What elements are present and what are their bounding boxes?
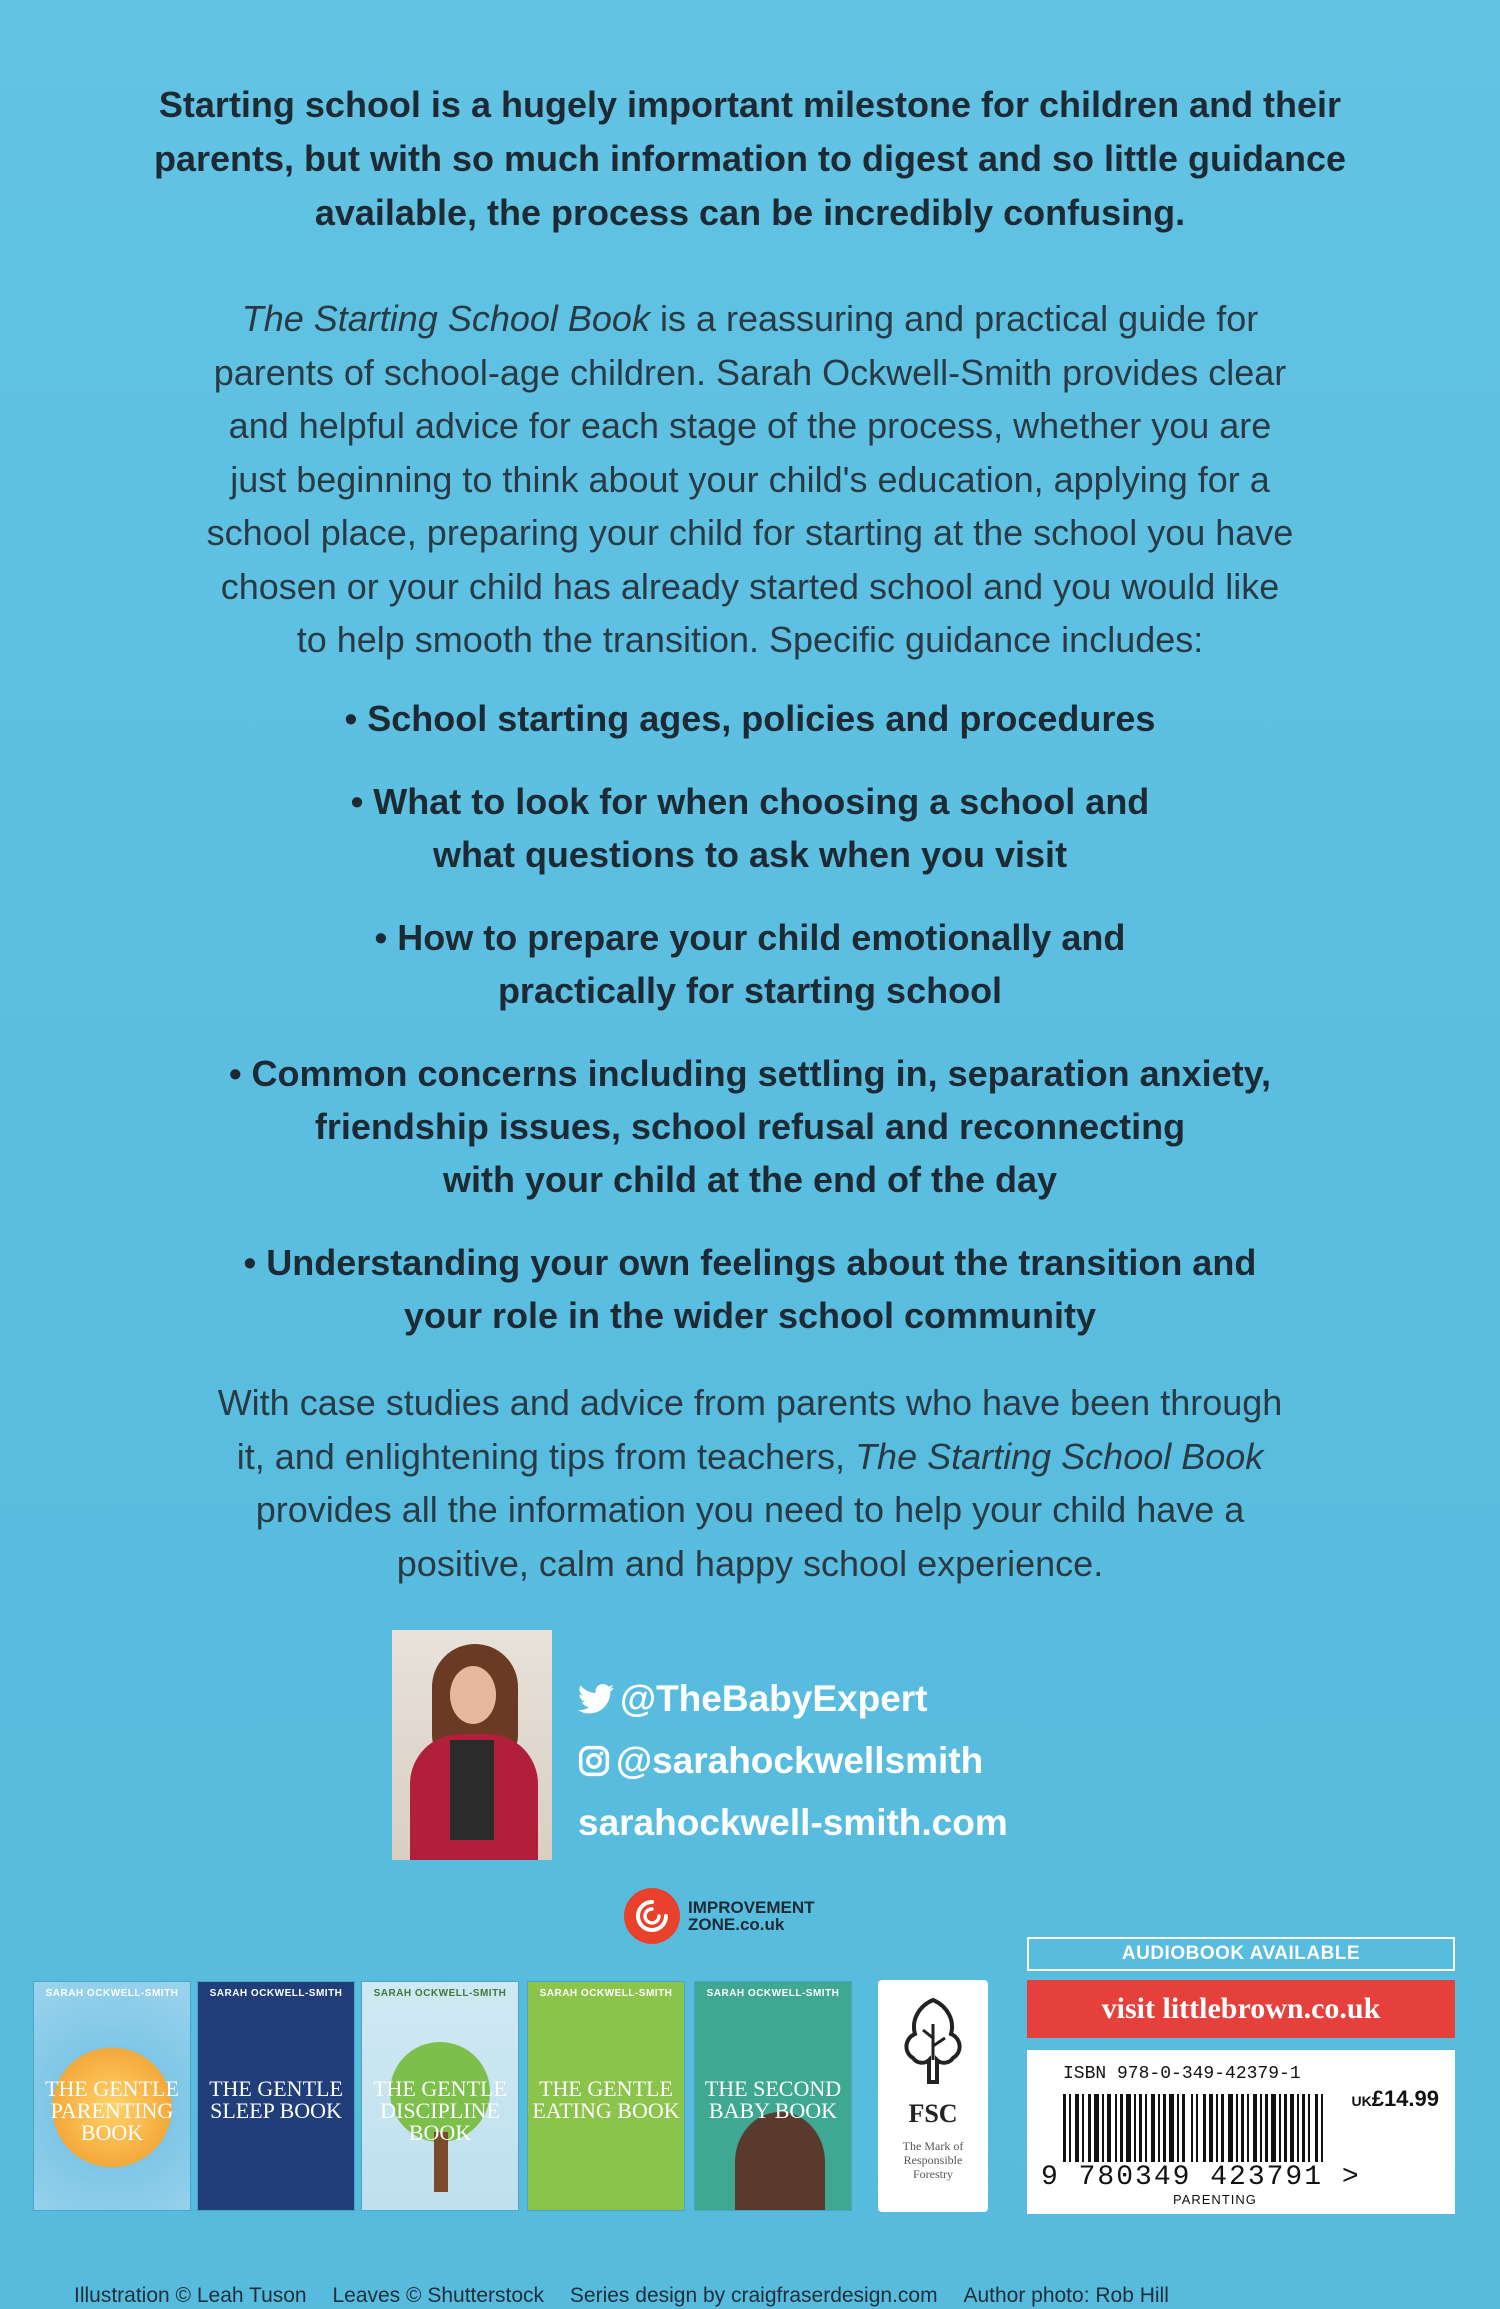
- fsc-logo: [878, 1980, 988, 2212]
- closing-paragraph: [80, 1376, 1420, 1590]
- author-photo: [392, 1630, 552, 1860]
- bullet-line: • School starting ages, policies and procedures: [344, 698, 1156, 739]
- description-line: parents of school-age children. Sarah Ockwell-Smith provides clear: [213, 351, 1287, 393]
- twitter-bird-icon: [578, 1684, 614, 1714]
- closing-line: [80, 1430, 1420, 1484]
- closing-line: With case studies and advice from parents who have been through: [217, 1382, 1283, 1423]
- description-line: chosen or your child has already started school and you would like: [220, 565, 1280, 607]
- improvement-zone-name: IMPROVEMENT: [688, 1898, 815, 1917]
- price-label: [1351, 2086, 1439, 2112]
- isbn-text: ISBN 978-0-349-42379-1: [1063, 2064, 1301, 2084]
- description-line: to help smooth the transition. Specific guidance includes:: [296, 619, 1204, 660]
- bullet-item: [80, 692, 1420, 745]
- barcode-digits: 9 780349 423791 >: [1041, 2162, 1361, 2193]
- book-author: SARAH OCKWELL-SMITH: [373, 1988, 507, 1999]
- improvement-zone-logo: [624, 1888, 815, 1944]
- book-title: THE SECOND BABY BOOK: [704, 2076, 842, 2123]
- book-second-baby: [695, 1982, 851, 2210]
- description-paragraph: [80, 292, 1420, 667]
- bullet-line: • What to look for when choosing a school and: [350, 781, 1150, 822]
- description-line: [80, 292, 1420, 346]
- barcode-category: PARENTING: [1173, 2192, 1257, 2207]
- price-prefix: UK: [1351, 2093, 1372, 2109]
- book-gentle-sleep: [198, 1982, 354, 2210]
- book-title-italic: The Starting School Book: [855, 1435, 1264, 1477]
- instagram-handle[interactable]: [578, 1730, 1008, 1792]
- improvement-zone-swirl-icon: [624, 1888, 680, 1944]
- bullet-item: [80, 1047, 1420, 1206]
- credit-illustration: Illustration © Leah Tuson: [74, 2284, 307, 2307]
- book-title-italic: The Starting School Book: [241, 298, 650, 339]
- bullet-list: [80, 692, 1420, 1342]
- book-author: SARAH OCKWELL-SMITH: [539, 1988, 673, 1999]
- parent-illustration: [735, 2112, 825, 2210]
- book-author: SARAH OCKWELL-SMITH: [706, 1988, 840, 1999]
- book-gentle-parenting: [34, 1982, 190, 2210]
- bullet-item: [80, 1236, 1420, 1342]
- book-gentle-eating: [528, 1982, 684, 2210]
- bullet-line: • How to prepare your child emotionally and: [374, 917, 1126, 958]
- intro-line: available, the process can be incredibly confusing.: [314, 192, 1186, 233]
- book-gentle-discipline: [362, 1982, 518, 2210]
- bullet-line: • Understanding your own feelings about the transition and: [243, 1242, 1257, 1283]
- closing-line: provides all the information you need to help your child have a: [255, 1489, 1245, 1530]
- book-title: THE GENTLE DISCIPLINE BOOK: [373, 2076, 507, 2145]
- credit-series-design: Series design by craigfraserdesign.com: [569, 2284, 938, 2307]
- intro-paragraph: [80, 78, 1420, 240]
- bullet-line: friendship issues, school refusal and reconnecting: [314, 1106, 1186, 1147]
- twitter-handle[interactable]: [578, 1668, 1008, 1730]
- credit-author-photo: Author photo: Rob Hill: [963, 2284, 1169, 2307]
- improvement-zone-domain: ZONE.co.uk: [688, 1915, 785, 1934]
- book-title: THE GENTLE SLEEP BOOK: [209, 2076, 343, 2123]
- visit-website-banner[interactable]: visit littlebrown.co.uk: [1027, 1980, 1455, 2038]
- instagram-handle-text: @sarahockwellsmith: [616, 1740, 984, 1781]
- credits-line: [74, 2284, 1169, 2308]
- bullet-item: [80, 775, 1420, 881]
- closing-line-text: it, and enlightening tips from teachers,: [236, 1435, 856, 1477]
- author-website[interactable]: sarahockwell-smith.com: [578, 1802, 1008, 1843]
- intro-line: parents, but with so much information to digest and so little guidance: [153, 138, 1347, 179]
- description-line-rest: is a reassuring and practical guide for: [649, 298, 1259, 339]
- bullet-line: what questions to ask when you visit: [432, 834, 1068, 875]
- book-author: SARAH OCKWELL-SMITH: [209, 1988, 343, 1999]
- book-title: THE GENTLE PARENTING BOOK: [45, 2076, 179, 2145]
- instagram-icon: [578, 1745, 610, 1777]
- bullet-line: your role in the wider school community: [403, 1295, 1097, 1336]
- credit-leaves: Leaves © Shutterstock: [332, 2284, 545, 2307]
- bullet-line: with your child at the end of the day: [442, 1159, 1058, 1200]
- description-line: school place, preparing your child for starting at the school you have: [206, 512, 1294, 553]
- price-value: £14.99: [1371, 2086, 1439, 2111]
- description-line: just beginning to think about your child's education, applying for a: [230, 458, 1270, 500]
- book-title: THE GENTLE EATING BOOK: [532, 2076, 680, 2123]
- bullet-line: • Common concerns including settling in, separation anxiety,: [228, 1053, 1272, 1094]
- fsc-tagline: The Mark of Responsible Forestry: [902, 2139, 964, 2181]
- bullet-line: practically for starting school: [497, 970, 1003, 1011]
- description-line: and helpful advice for each stage of the process, whether you are: [228, 405, 1272, 446]
- book-author: SARAH OCKWELL-SMITH: [45, 1988, 179, 1999]
- closing-line: positive, calm and happy school experience.: [396, 1542, 1104, 1584]
- intro-line: Starting school is a hugely important milestone for children and their: [158, 84, 1342, 125]
- audiobook-available-label: AUDIOBOOK AVAILABLE: [1027, 1937, 1455, 1971]
- bullet-item: [80, 911, 1420, 1017]
- twitter-handle-text: @TheBabyExpert: [620, 1678, 928, 1719]
- author-social-links: [578, 1668, 1008, 1854]
- fsc-tree-icon: [891, 1994, 975, 2090]
- barcode-panel: [1027, 2050, 1455, 2214]
- fsc-name: FSC: [908, 2099, 958, 2128]
